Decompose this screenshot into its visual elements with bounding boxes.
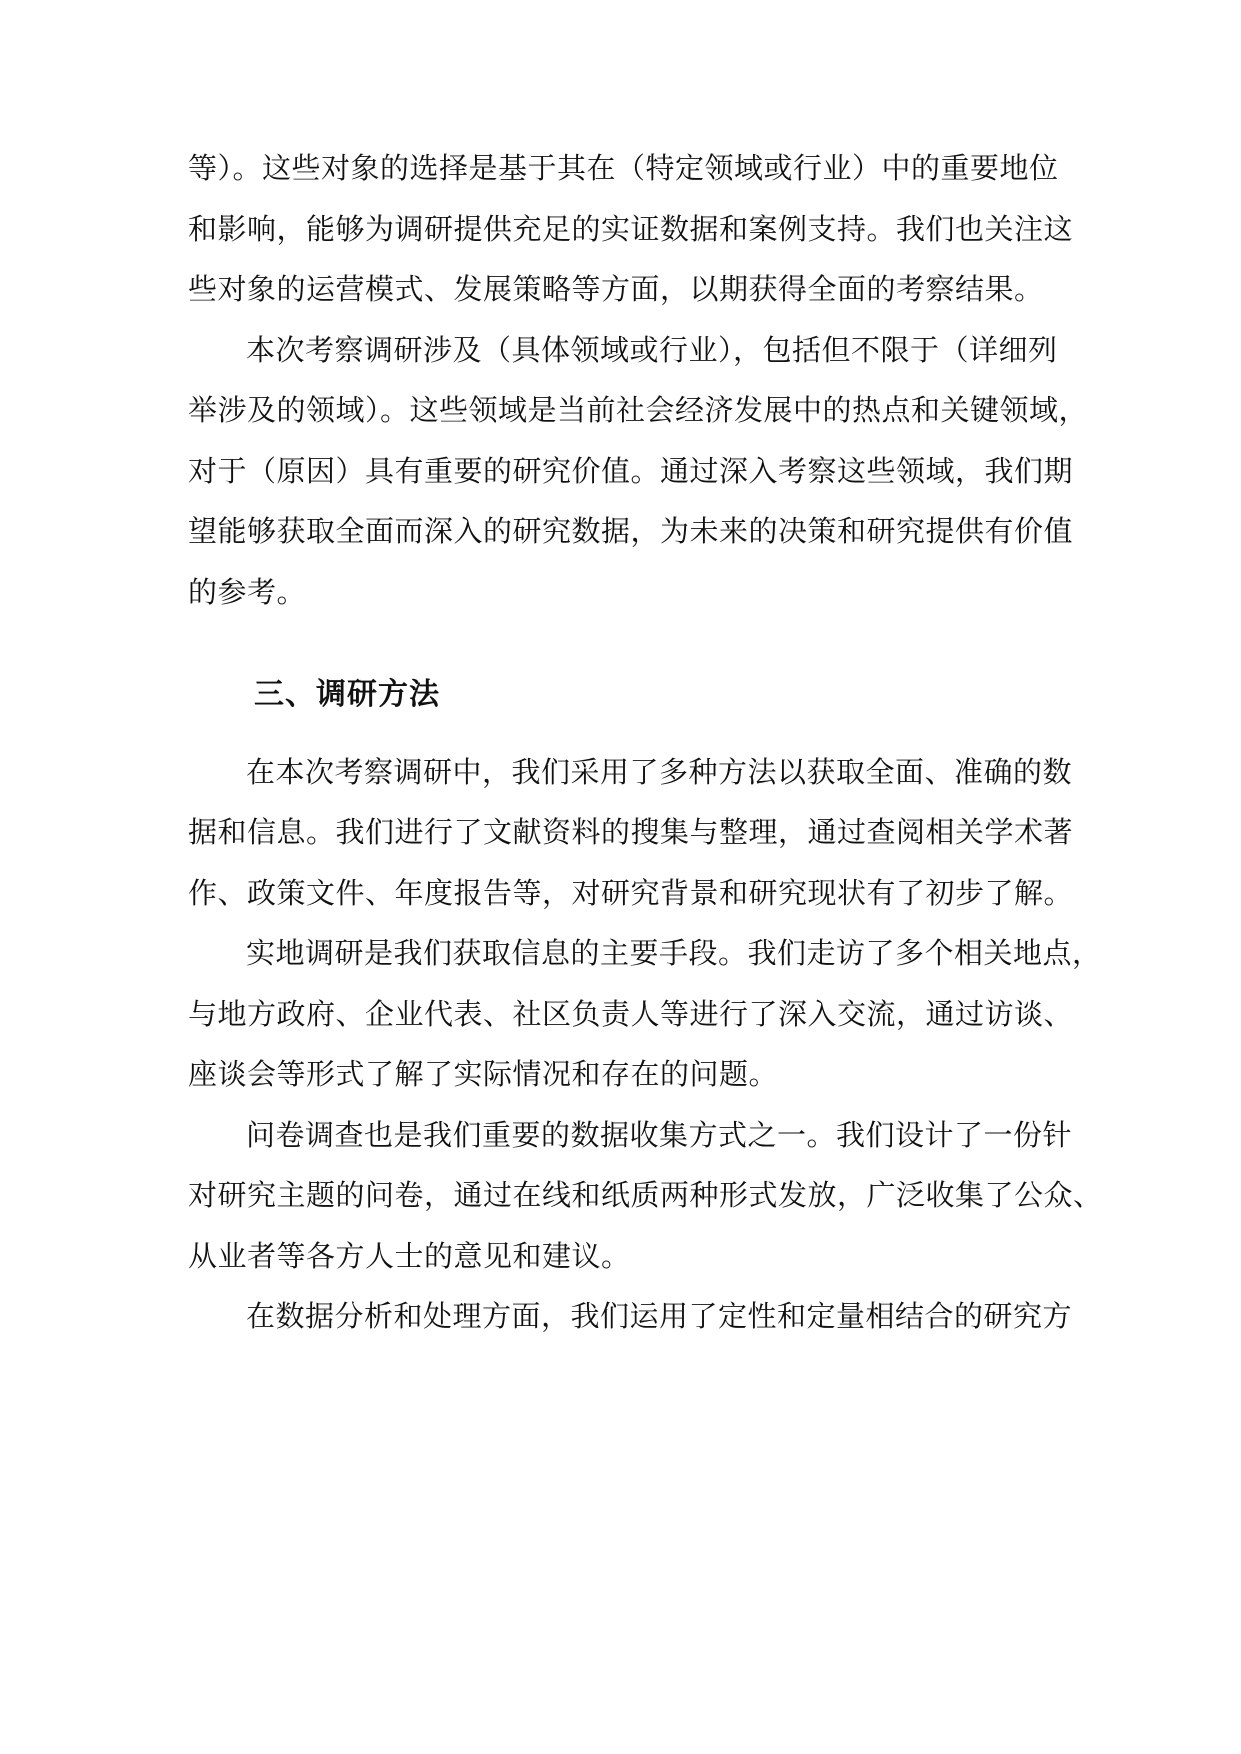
paragraph [188,1286,1073,1347]
text-line: 实地调研是我们获取信息的主要手段。我们走访了多个相关地点， [246,936,1102,970]
document-body [188,138,1103,1347]
text-line: 座谈会等形式了解了实际情况和存在的问题。 [188,1057,779,1091]
text-line: 对研究主题的问卷，通过在线和纸质两种形式发放，广泛收集了公众、 [188,1178,1103,1212]
text-line: 等）。这些对象的选择是基于其在（特定领域或行业）中的重要地位 [188,151,1059,185]
text-line: 在本次考察调研中，我们采用了多种方法以获取全面、准确的数 [246,754,1073,789]
text-line: 据和信息。我们进行了文献资料的搜集与整理，通过查阅相关学术著 [188,815,1074,849]
text-line: 本次考察调研涉及（具体领域或行业），包括但不限于（详细列 [246,332,1058,367]
text-line: 与地方政府、企业代表、社区负责人等进行了深入交流，通过访谈、 [188,996,1074,1031]
text-line: 作、政策文件、年度报告等，对研究背景和研究现状有了初步了解。 [188,875,1074,910]
text-line: 在数据分析和处理方面，我们运用了定性和定量相结合的研究方 [246,1299,1073,1333]
text-line: 些对象的运营模式、发展策略等方面，以期获得全面的考察结果。 [188,272,1044,306]
paragraph [188,923,1102,1105]
text-line: 和影响，能够为调研提供充足的实证数据和案例支持。我们也关注这 [188,211,1074,246]
text-line: 望能够获取全面而深入的研究数据，为未来的决策和研究提供有价值 [188,514,1074,548]
text-line: 对于（原因）具有重要的研究价值。通过深入考察这些领域，我们期 [188,453,1074,488]
text-line: 的参考。 [188,574,307,609]
text-line: 问卷调查也是我们重要的数据收集方式之一。我们设计了一份针 [246,1117,1073,1152]
paragraph [188,138,1074,320]
text-line: 举涉及的领域）。这些领域是当前社会经济发展中的热点和关键领域， [188,393,1089,427]
paragraph [188,1105,1103,1287]
paragraph [188,320,1089,623]
section-heading: 三、调研方法 [254,677,440,712]
paragraph [188,742,1074,924]
text-line: 从业者等各方人士的意见和建议。 [188,1238,631,1273]
